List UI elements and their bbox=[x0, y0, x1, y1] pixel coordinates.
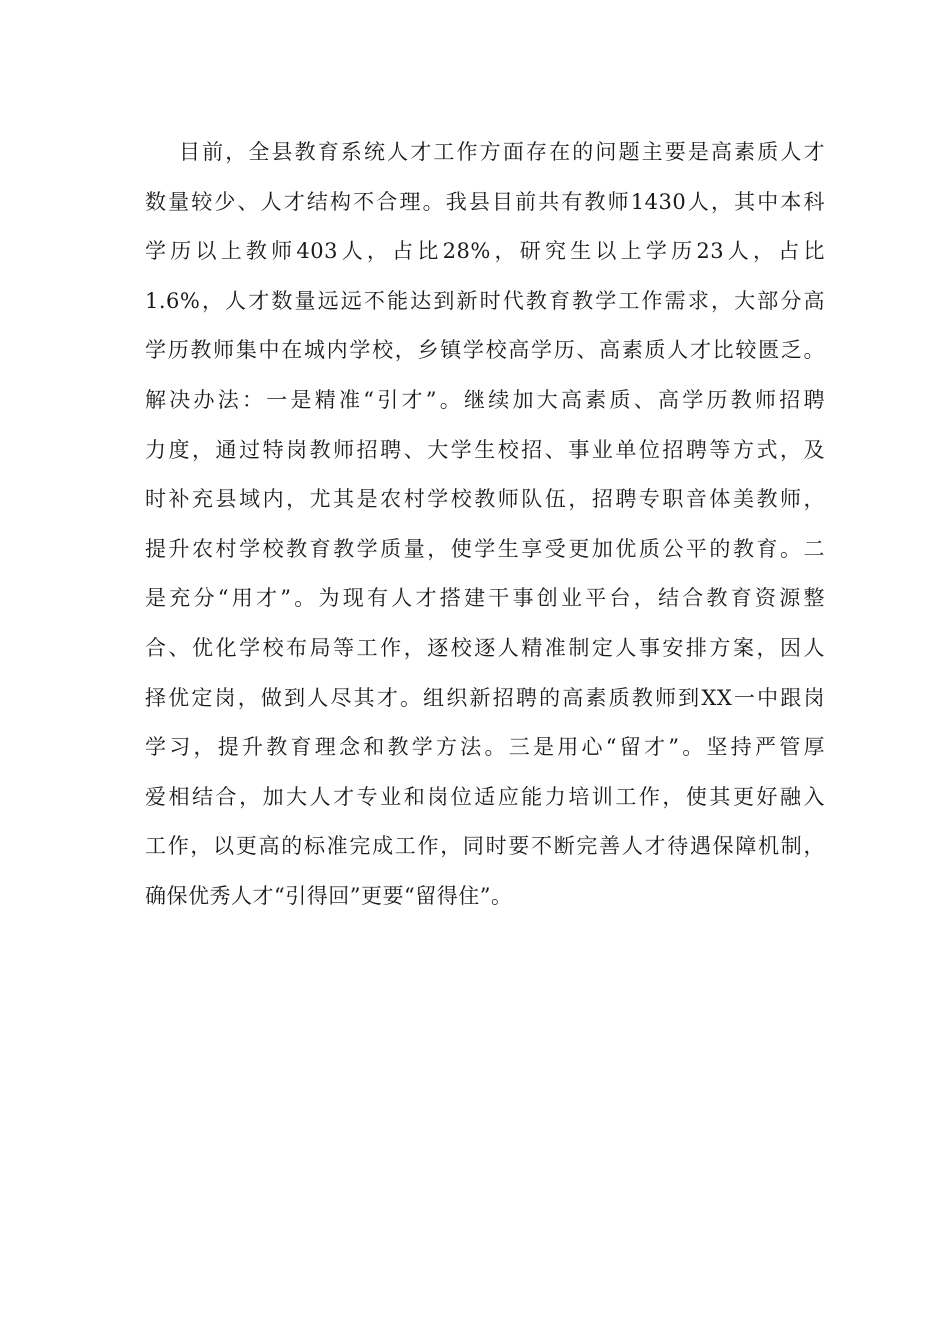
paragraph-line: 学历教师集中在城内学校，乡镇学校高学历、高素质人才比较匮乏。 bbox=[145, 338, 825, 363]
paragraph-line: 爱相结合，加大人才专业和岗位适应能力培训工作，使其更好融入 bbox=[145, 784, 825, 809]
paragraph-line: 数量较少、人才结构不合理。我县目前共有教师1430人，其中本科 bbox=[145, 189, 825, 214]
paragraph-line: 合、优化学校布局等工作，逐校逐人精准制定人事安排方案，因人 bbox=[145, 635, 825, 660]
paragraph-line: 工作，以更高的标准完成工作，同时要不断完善人才待遇保障机制， bbox=[145, 834, 825, 859]
paragraph-line: 学习，提升教育理念和教学方法。三是用心“留才”。坚持严管厚 bbox=[145, 735, 825, 760]
paragraph-line: 时补充县域内，尤其是农村学校教师队伍，招聘专职音体美教师， bbox=[145, 487, 825, 512]
body-paragraph bbox=[145, 128, 825, 922]
paragraph-line: 提升农村学校教育教学质量，使学生享受更加优质公平的教育。二 bbox=[145, 536, 825, 561]
paragraph-line: 1.6%，人才数量远远不能达到新时代教育教学工作需求，大部分高 bbox=[145, 288, 825, 313]
paragraph-line: 力度，通过特岗教师招聘、大学生校招、事业单位招聘等方式，及 bbox=[145, 437, 825, 462]
paragraph-line: 确保优秀人才“引得回”更要“留得住”。 bbox=[145, 883, 513, 908]
paragraph-line: 择优定岗，做到人尽其才。组织新招聘的高素质教师到XX一中跟岗 bbox=[145, 685, 825, 710]
paragraph-line: 目前，全县教育系统人才工作方面存在的问题主要是高素质人才 bbox=[179, 140, 825, 164]
paragraph-line: 解决办法：一是精准“引才”。继续加大高素质、高学历教师招聘 bbox=[145, 387, 825, 412]
paragraph-line: 学历以上教师403人，占比28%，研究生以上学历23人，占比 bbox=[145, 239, 825, 264]
paragraph-line: 是充分“用才”。为现有人才搭建干事创业平台，结合教育资源整 bbox=[145, 586, 825, 611]
